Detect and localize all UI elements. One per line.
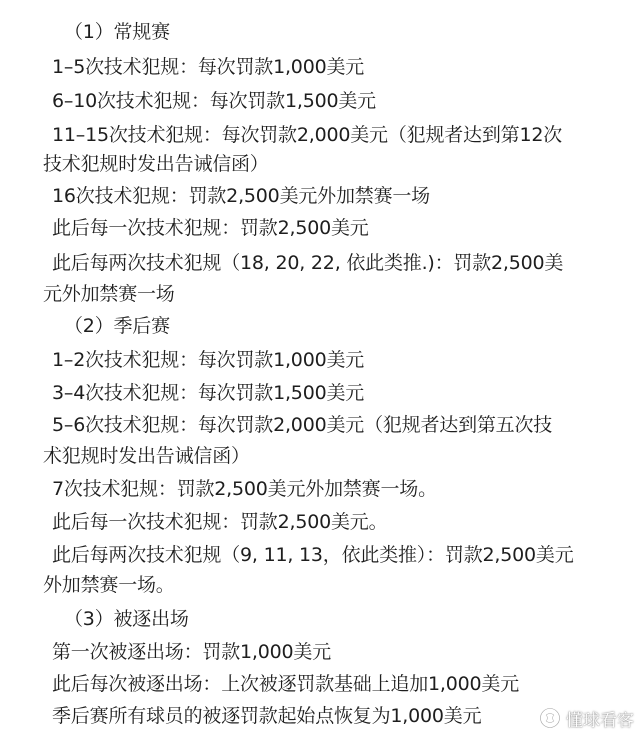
logo-icon: [539, 707, 561, 729]
rule-line-continuation: 元外加禁赛一场: [43, 283, 175, 305]
rule-line: 16次技术犯规：罚款2,500美元外加禁赛一场: [52, 185, 430, 207]
rule-line: 1–2次技术犯规：每次罚款1,000美元: [52, 349, 365, 371]
rule-line-continuation: 外加禁赛一场。: [43, 574, 175, 596]
rule-line: 7次技术犯规：罚款2,500美元外加禁赛一场。: [52, 478, 437, 500]
rule-line-continuation: 技术犯规时发出告诫信函）: [43, 153, 269, 175]
watermark: [539, 705, 634, 731]
watermark-text: 懂球看客: [566, 710, 634, 731]
rule-line: 此后每次被逐出场：上次被逐罚款基础上追加1,000美元: [52, 673, 519, 695]
rule-line: 此后每一次技术犯规：罚款2,500美元: [52, 217, 369, 239]
rule-line: 此后每两次技术犯规（9, 11, 13，依此类推）：罚款2,500美元: [52, 544, 574, 566]
rule-line: 第一次被逐出场：罚款1,000美元: [52, 641, 331, 663]
rule-line: 6–10次技术犯规：每次罚款1,500美元: [52, 90, 376, 112]
rule-line: 此后每两次技术犯规（18, 20, 22, 依此类推.)：罚款2,500美: [52, 252, 564, 274]
rule-line: 1–5次技术犯规：每次罚款1,000美元: [52, 56, 365, 78]
rule-line-continuation: 术犯规时发出告诫信函）: [43, 445, 250, 467]
rule-line: 此后每一次技术犯规：罚款2,500美元。: [52, 511, 388, 533]
rule-line: 11–15次技术犯规：每次罚款2,000美元（犯规者达到第12次: [52, 124, 563, 146]
rule-line: 季后赛所有球员的被逐罚款起始点恢复为1,000美元: [52, 705, 482, 727]
rule-line: 5–6次技术犯规：每次罚款2,000美元（犯规者达到第五次技: [52, 414, 553, 436]
rule-line: 3–4次技术犯规：每次罚款1,500美元: [52, 382, 365, 404]
section-heading-ejections: （3）被逐出场: [64, 608, 189, 630]
section-heading-regular-season: （1）常规赛: [64, 21, 170, 43]
section-heading-playoffs: （2）季后赛: [64, 315, 170, 337]
